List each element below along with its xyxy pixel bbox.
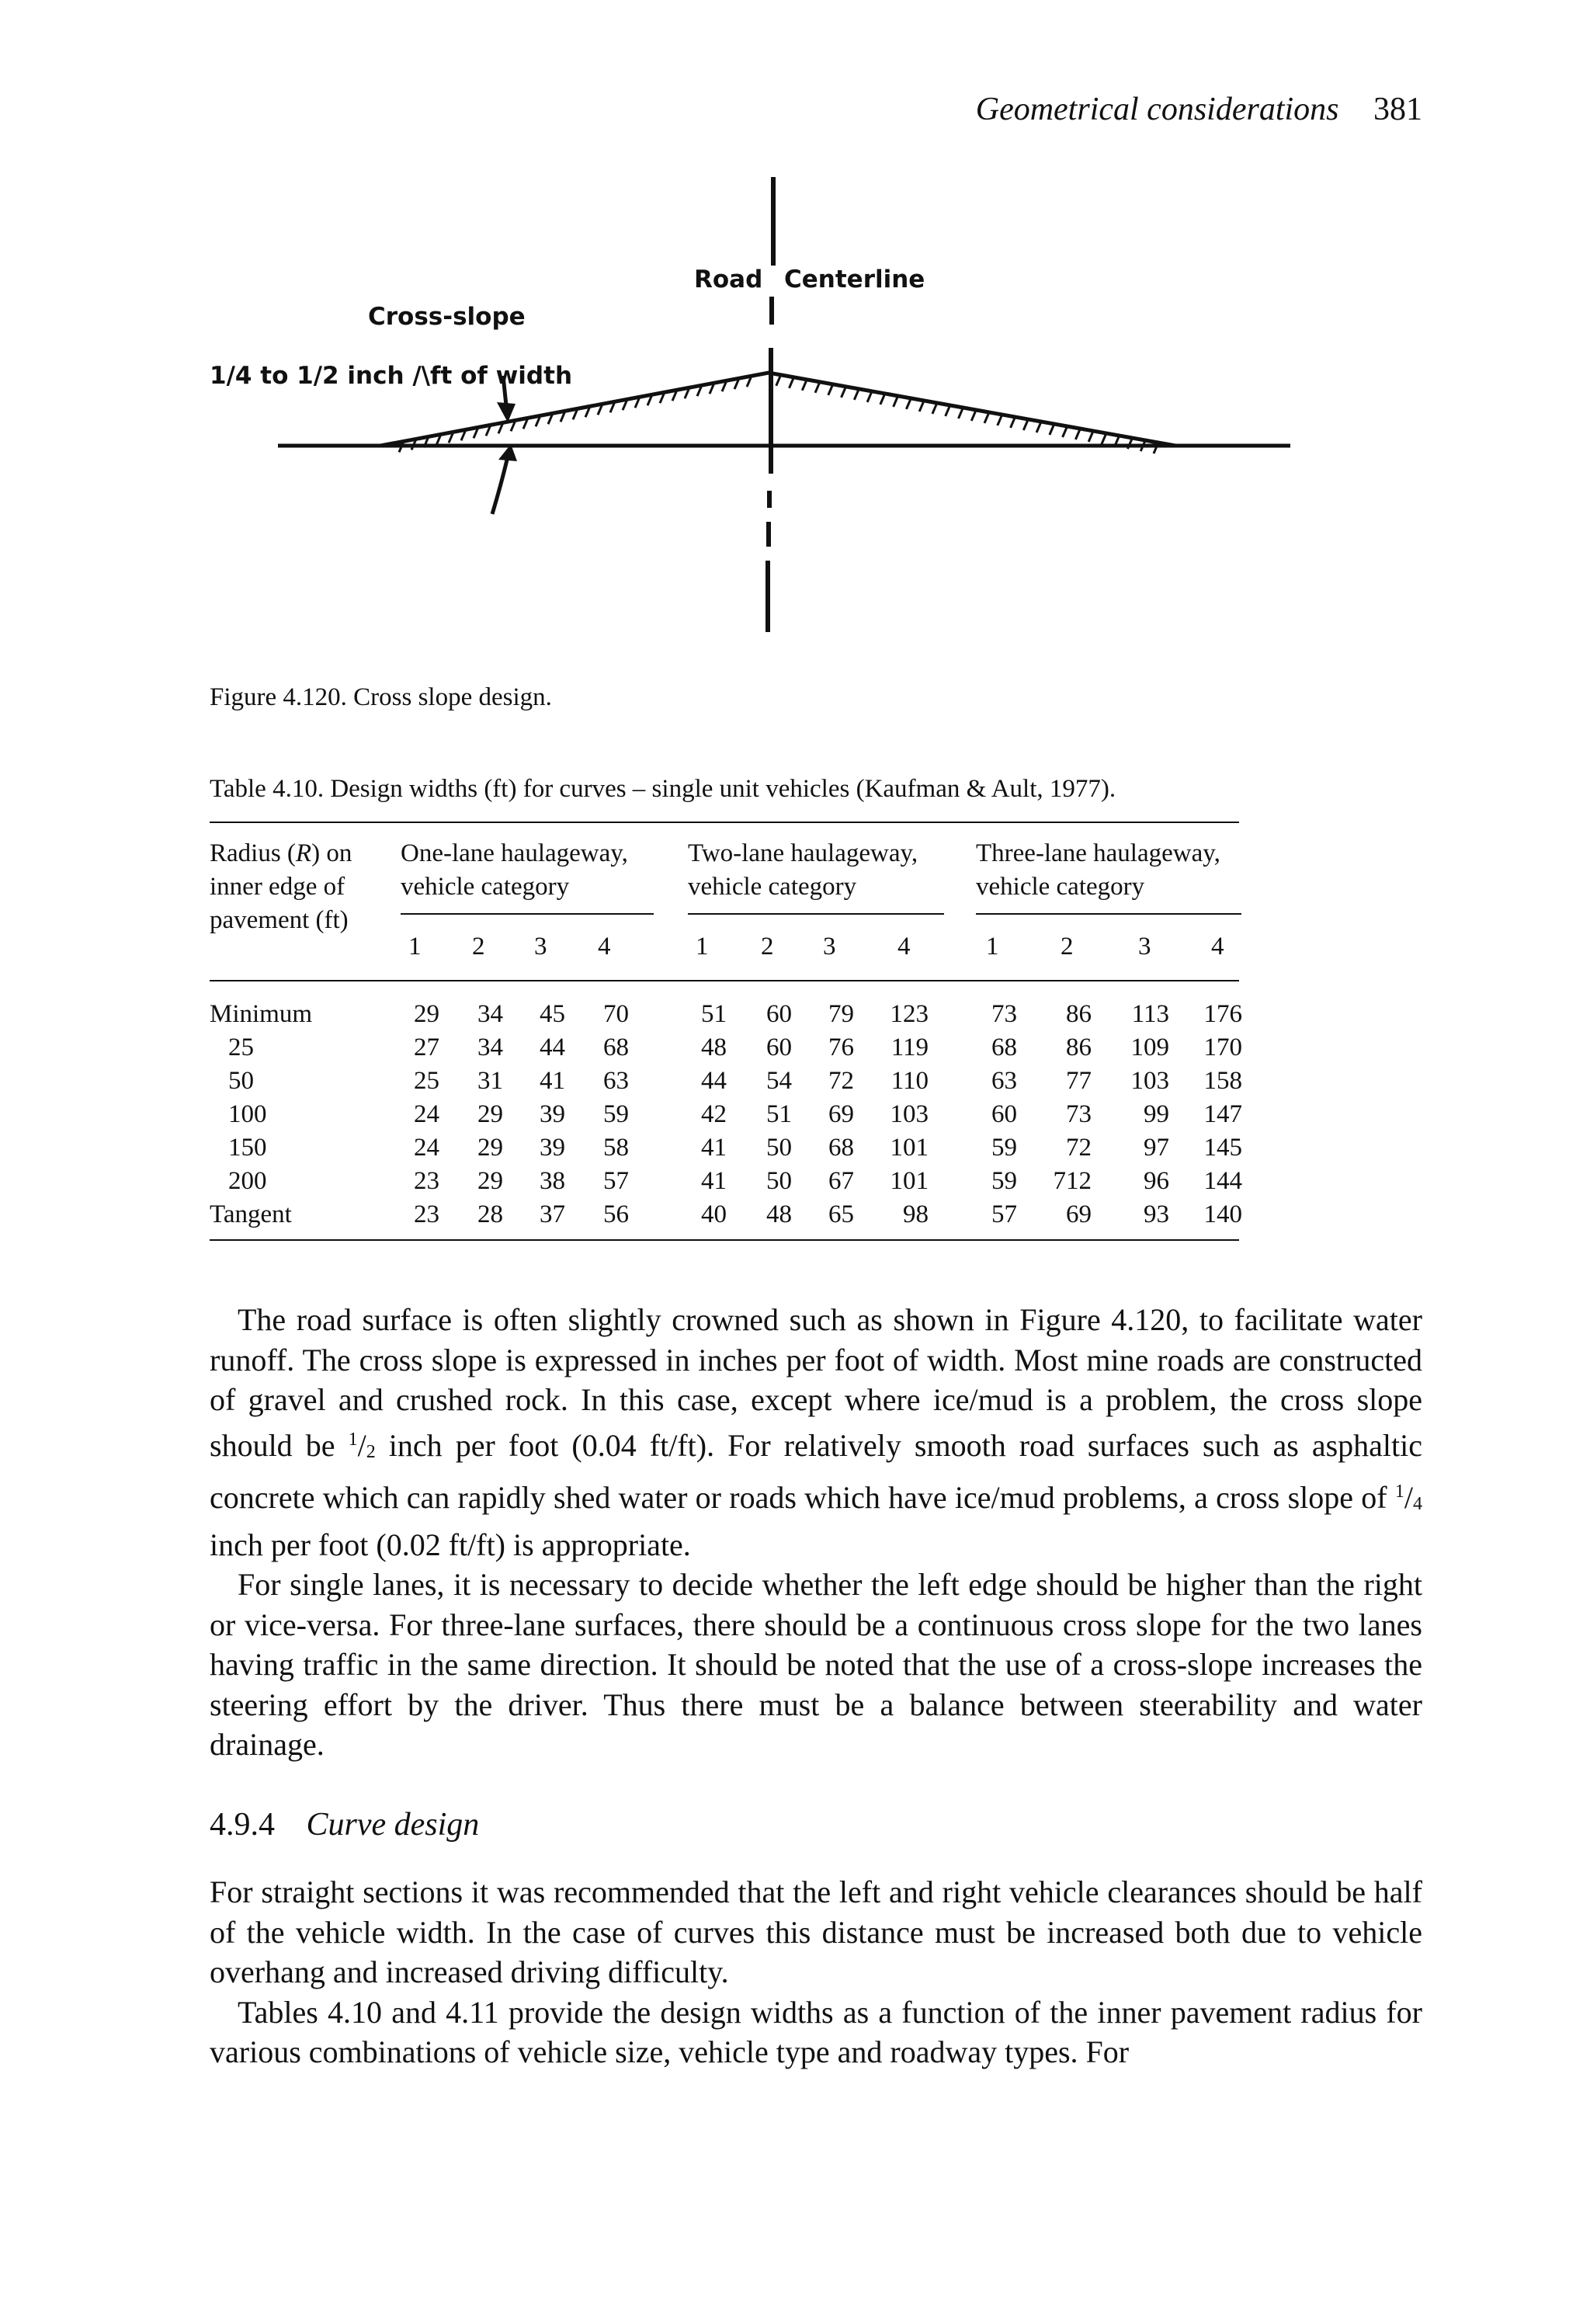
table-cell: 41	[701, 1134, 727, 1162]
fraction-denominator: 4	[1413, 1494, 1422, 1514]
table-cell: 24	[414, 1134, 439, 1162]
row-label: 200	[228, 1167, 267, 1195]
running-head	[976, 93, 1422, 126]
vehicle-category-header: 1	[696, 933, 709, 961]
table-cell: 59	[991, 1134, 1017, 1162]
table-cell: 70	[603, 1000, 629, 1028]
table-top-rule	[210, 822, 1239, 823]
table-cell: 23	[414, 1200, 439, 1228]
table-cell: 72	[828, 1067, 854, 1095]
table-cell: 37	[540, 1200, 565, 1228]
figure-caption: Figure 4.120. Cross slope design.	[210, 683, 552, 711]
vehicle-category-header: 2	[472, 933, 485, 961]
group-header-one-lane: One-lane haulageway, vehicle category	[401, 839, 628, 901]
fraction-one-quarter: $^1/_4$	[1394, 1480, 1422, 1515]
road-centerline	[768, 177, 773, 632]
centerline-label: Centerline	[784, 266, 925, 294]
table-cell: 158	[1203, 1067, 1242, 1095]
table-cell: 28	[477, 1200, 503, 1228]
vehicle-category-header: 4	[1211, 933, 1224, 961]
table-cell: 63	[603, 1067, 629, 1095]
vehicle-category-header: 4	[598, 933, 611, 961]
table-cell: 44	[540, 1033, 565, 1061]
table-cell: 140	[1203, 1200, 1242, 1228]
table-cell: 72	[1066, 1134, 1092, 1162]
table-cell: 59	[991, 1167, 1017, 1195]
table-cell: 29	[477, 1134, 503, 1162]
table-cell: 86	[1066, 1000, 1092, 1028]
vehicle-category-header: 1	[986, 933, 999, 961]
table-cell: 39	[540, 1100, 565, 1128]
radius-symbol: R	[295, 839, 312, 867]
table-cell: 57	[991, 1200, 1017, 1228]
table-cell: 24	[414, 1100, 439, 1128]
table-cell: 86	[1066, 1033, 1092, 1061]
table-cell: 69	[1066, 1200, 1092, 1228]
table-cell: 101	[890, 1134, 929, 1162]
table-cell: 110	[890, 1067, 929, 1095]
table-cell: 50	[766, 1134, 792, 1162]
row-label: Minimum	[210, 1000, 313, 1028]
table-cell: 39	[540, 1134, 565, 1162]
table-cell: 41	[540, 1067, 565, 1095]
row-label: 150	[228, 1134, 267, 1162]
table-cell: 40	[701, 1200, 727, 1228]
table-cell: 147	[1203, 1100, 1242, 1128]
table-cell: 27	[414, 1033, 439, 1061]
table-cell: 170	[1203, 1033, 1242, 1061]
section-title: Curve design	[306, 1807, 480, 1843]
table-cell: 38	[540, 1167, 565, 1195]
group-header-three-lane: Three-lane haulageway, vehicle category	[976, 839, 1220, 901]
table-cell: 56	[603, 1200, 629, 1228]
table-cell: 50	[766, 1167, 792, 1195]
table-cell: 42	[701, 1100, 727, 1128]
row-label: 25	[228, 1033, 254, 1061]
fraction-denominator: 2	[366, 1441, 376, 1462]
table-cell: 44	[701, 1067, 727, 1095]
section-number: 4.9.4	[210, 1807, 275, 1843]
table-cell: 23	[414, 1167, 439, 1195]
table-cell: 68	[603, 1033, 629, 1061]
table-cell: 176	[1203, 1000, 1242, 1028]
table-cell: 103	[890, 1100, 929, 1128]
table-cell: 63	[991, 1067, 1017, 1095]
table-cell: 101	[890, 1167, 929, 1195]
table-cell: 109	[1130, 1033, 1169, 1061]
table-cell: 99	[1144, 1100, 1169, 1128]
table-cell: 34	[477, 1033, 503, 1061]
vehicle-category-header: 2	[1061, 933, 1074, 961]
group-rule-two-lane	[688, 913, 944, 915]
table-cell: 45	[540, 1000, 565, 1028]
table-cell: 65	[828, 1200, 854, 1228]
table-cell: 123	[890, 1000, 929, 1028]
table-cell: 113	[1131, 1000, 1169, 1028]
table-cell: 97	[1144, 1134, 1169, 1162]
table-cell: 76	[828, 1033, 854, 1061]
row-label: Tangent	[210, 1200, 292, 1228]
slope-rate-label: 1/4 to 1/2 inch /\ft of width	[210, 362, 573, 390]
vehicle-category-header: 3	[534, 933, 547, 961]
table-cell: 54	[766, 1067, 792, 1095]
table-cell: 29	[477, 1100, 503, 1128]
table-cell: 93	[1144, 1200, 1169, 1228]
fraction-numerator: 1	[348, 1429, 358, 1450]
table-cell: 67	[828, 1167, 854, 1195]
table-cell: 77	[1066, 1067, 1092, 1095]
table-header-rule	[210, 980, 1239, 981]
cross-slope-figure	[203, 172, 1306, 638]
table-cell: 60	[766, 1033, 792, 1061]
table-cell: 73	[1066, 1100, 1092, 1128]
table-cell: 144	[1203, 1167, 1242, 1195]
paragraph-text: inch per foot (0.04 ft/ft). For relatively smooth road surfaces such as asphaltic concrete which can rapidly shed water or roads which have ice/mud problems, a cross slope of	[210, 1427, 1423, 1515]
fraction-numerator: 1	[1394, 1482, 1404, 1502]
fraction-one-half: $^1/_2$	[348, 1427, 376, 1463]
table-bottom-rule	[210, 1239, 1239, 1241]
cross-slope-label: Cross-slope	[368, 303, 526, 331]
table-cell: 103	[1130, 1067, 1169, 1095]
table-cell: 68	[828, 1134, 854, 1162]
table-cell: 29	[414, 1000, 439, 1028]
group-rule-one-lane	[401, 913, 654, 915]
table-cell: 96	[1144, 1167, 1169, 1195]
table-cell: 69	[828, 1100, 854, 1128]
table-cell: 51	[701, 1000, 727, 1028]
vehicle-category-header: 4	[897, 933, 911, 961]
table-cell: 29	[477, 1167, 503, 1195]
table-cell: 51	[766, 1100, 792, 1128]
table-cell: 25	[414, 1067, 439, 1095]
vehicle-category-header: 3	[823, 933, 836, 961]
paragraph-tables-reference: Tables 4.10 and 4.11 provide the design widths as a function of the inner pavement radius for various combinations of vehicle size, vehicle type and roadway types. For	[210, 1994, 1422, 2069]
table-cell: 73	[991, 1000, 1017, 1028]
group-header-two-lane: Two-lane haulageway, vehicle category	[688, 839, 918, 901]
table-cell: 34	[477, 1000, 503, 1028]
radius-header-text-rest: ) on inner edge of pavement (ft)	[210, 839, 352, 934]
radius-header	[210, 837, 396, 937]
table-cell: 79	[828, 1000, 854, 1028]
running-head-title: Geometrical considerations	[975, 92, 1339, 127]
paragraph-text: The road surface is often slightly crowned such as shown in Figure 4.120, to facilitate water runoff. The cross slope is expressed in inches per foot of width. Most mine roads are constructed of gravel and crushed rock. In this case, except where ice/mud is a problem, the cross slope should be	[210, 1302, 1422, 1463]
table-cell: 41	[701, 1167, 727, 1195]
paragraph-text: inch per foot (0.02 ft/ft) is appropriate.	[210, 1527, 691, 1562]
table-cell: 58	[603, 1134, 629, 1162]
section-heading	[210, 1806, 479, 1843]
paragraph-cross-slope	[210, 1300, 1422, 1765]
group-rule-three-lane	[976, 913, 1241, 915]
table-cell: 145	[1203, 1134, 1242, 1162]
table-cell: 60	[766, 1000, 792, 1028]
table-caption: Table 4.10. Design widths (ft) for curves – single unit vehicles (Kaufman & Ault, 1977).	[210, 775, 1116, 803]
paragraph-single-lanes: For single lanes, it is necessary to decide whether the left edge should be higher than the right or vice-versa. For three-lane surfaces, there should be a continuous cross slope for the two lanes having traffic in the same direction. It should be noted that the use of a cross-slope increases the steering effort by the driver. Thus there must be a balance between steerability and water drainage.	[210, 1567, 1422, 1762]
vehicle-category-header: 3	[1138, 933, 1151, 961]
table-cell: 57	[603, 1167, 629, 1195]
table-cell: 119	[890, 1033, 929, 1061]
radius-header-text: Radius (	[210, 839, 296, 867]
road-label: Road	[694, 266, 763, 294]
table-cell: 48	[766, 1200, 792, 1228]
row-label: 50	[228, 1067, 254, 1095]
paragraph-curve-design	[210, 1872, 1422, 2072]
table-cell: 60	[991, 1100, 1017, 1128]
table-cell: 98	[903, 1200, 929, 1228]
table-cell: 59	[603, 1100, 629, 1128]
vehicle-category-header: 2	[761, 933, 774, 961]
table-cell: 712	[1053, 1167, 1092, 1195]
table-cell: 31	[477, 1067, 503, 1095]
row-label: 100	[228, 1100, 267, 1128]
page-number: 381	[1373, 92, 1422, 127]
paragraph-straight-sections: For straight sections it was recommended that the left and right vehicle clearances should be half of the vehicle width. In the case of curves this distance must be increased both due to vehicle overhang and increased driving difficulty.	[210, 1874, 1422, 1989]
table-cell: 48	[701, 1033, 727, 1061]
vehicle-category-header: 1	[408, 933, 422, 961]
table-cell: 68	[991, 1033, 1017, 1061]
